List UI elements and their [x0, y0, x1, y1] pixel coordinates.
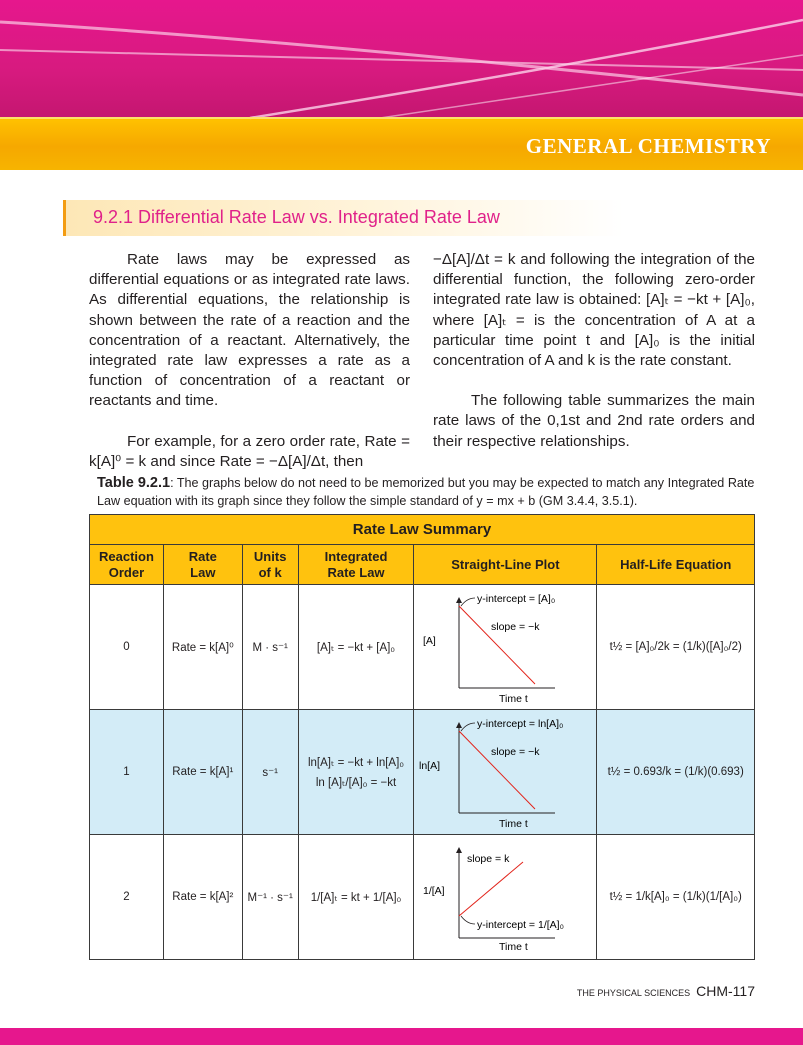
header-banner [0, 0, 803, 170]
cell-integrated-law: 1/[A]ₜ = kt + 1/[A]₀ [298, 835, 414, 960]
integrated-law-line1: ln[A]ₜ = −kt + ln[A]₀ [307, 757, 405, 769]
cell-plot [414, 710, 597, 835]
cell-plot [414, 585, 597, 710]
header-integrated-rate-law: Integrated Rate Law [298, 545, 414, 585]
cell-plot [414, 835, 597, 960]
body-paragraph: −Δ[A]/Δt = k and following the integration of the differential function, the following zero-order integrated rate law is obtained: [A]ₜ = −kt + [A]₀, where [A]ₜ = is the concentration of A at a particular time point t and [A]₀ is the initial concentration of A and k is the rate constant. [433, 251, 755, 370]
plot-line [459, 606, 535, 684]
cell-half-life: t½ = [A]₀/2k = (1/k)([A]₀/2) [597, 585, 755, 710]
cell-rate-law: Rate = k[A]¹ [163, 710, 242, 835]
body-left-column [89, 250, 410, 472]
slope-label: slope = −k [491, 620, 540, 633]
zero-order-plot [415, 590, 595, 705]
bottom-bar [0, 1028, 803, 1045]
cell-order: 2 [90, 835, 164, 960]
slope-label: slope = k [467, 852, 510, 865]
body-paragraph: For example, for a zero order rate, Rate = k[A]⁰ = k and since Rate = −Δ[A]/Δt, then [89, 432, 410, 470]
integrated-law-line2: ln [A]ₜ/[A]₀ = −kt [315, 777, 397, 789]
table-row [90, 710, 755, 835]
x-axis-label: Time t [499, 692, 529, 705]
cell-integrated-law [298, 710, 414, 835]
x-axis-label: Time t [499, 817, 529, 830]
first-order-plot [415, 715, 595, 830]
y-axis-label: ln[A] [419, 759, 441, 772]
plot-line [459, 862, 523, 916]
cell-half-life: t½ = 0.693/k = (1/k)(0.693) [597, 710, 755, 835]
table-title: Rate Law Summary [90, 515, 755, 545]
section-heading-box [63, 200, 763, 236]
cell-order: 0 [90, 585, 164, 710]
cell-units: M⁻¹ · s⁻¹ [242, 835, 298, 960]
rate-law-summary-table [89, 514, 755, 960]
page-footer [577, 983, 755, 999]
y-intercept-label: y-intercept = ln[A]₀ [477, 717, 564, 730]
x-axis-label: Time t [499, 940, 529, 953]
body-paragraph: The following table summarizes the main rate laws of the 0,1st and 2nd rate orders and their respective relationships. [433, 392, 755, 450]
y-axis-label: [A] [423, 634, 437, 647]
cell-order: 1 [90, 710, 164, 835]
header-half-life-equation: Half-Life Equation [597, 545, 755, 585]
table-caption [97, 474, 757, 510]
y-axis-label: 1/[A] [423, 884, 445, 897]
table-caption-label: Table 9.2.1 [97, 475, 171, 491]
second-order-plot [415, 840, 595, 955]
slope-label: slope = −k [491, 745, 540, 758]
y-intercept-label: y-intercept = 1/[A]₀ [477, 918, 565, 931]
header-straight-line-plot: Straight-Line Plot [414, 545, 597, 585]
table-caption-text: : The graphs below do not need to be memorized but you may be expected to match any Integrated Rate Law equation with its graph since they follow the simple standard of y = mx + b (GM 3.4.4, 3.5.1). [97, 476, 755, 508]
header-title: GENERAL CHEMISTRY [525, 134, 771, 158]
body-paragraph: Rate laws may be expressed as differential equations or as integrated rate laws. As differential equations, the relationship is shown between the rate of a reaction and the concentration of a reactant. Alternatively, the integrated rate law expresses a rate as a function of concentration of a reactant or reactants and time. [89, 251, 410, 410]
header-rate-law: Rate Law [163, 545, 242, 585]
body-right-column [433, 250, 755, 452]
cell-integrated-law: [A]ₜ = −kt + [A]₀ [298, 585, 414, 710]
header-reaction-order: Reaction Order [90, 545, 164, 585]
cell-half-life: t½ = 1/k[A]₀ = (1/k)(1/[A]₀) [597, 835, 755, 960]
section-heading: 9.2.1 Differential Rate Law vs. Integrated Rate Law [93, 207, 500, 227]
plot-line [459, 731, 535, 809]
page-number: CHM-117 [696, 983, 755, 999]
footer-series: THE PHYSICAL SCIENCES [576, 988, 691, 998]
cell-units: s⁻¹ [242, 710, 298, 835]
header-units-of-k: Units of k [242, 545, 298, 585]
y-intercept-label: y-intercept = [A]₀ [477, 592, 556, 605]
cell-rate-law: Rate = k[A]² [163, 835, 242, 960]
cell-rate-law: Rate = k[A]⁰ [163, 585, 242, 710]
cell-units: M · s⁻¹ [242, 585, 298, 710]
table-row [90, 835, 755, 960]
table-row [90, 585, 755, 710]
